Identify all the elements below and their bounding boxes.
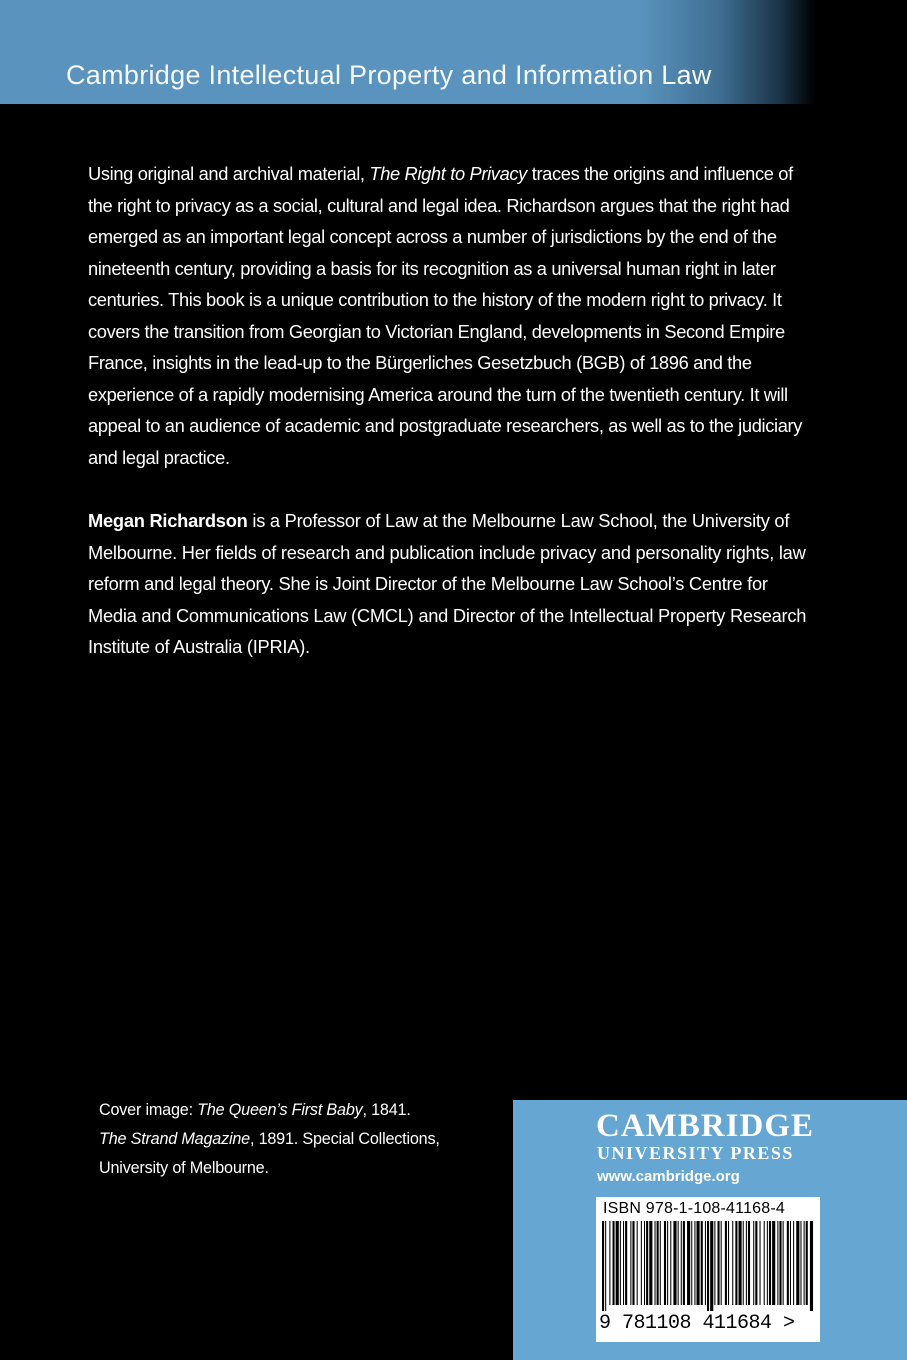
cover-credit <box>99 1096 499 1183</box>
author-name: Megan Richardson <box>88 510 248 531</box>
barcode-bar <box>694 1221 695 1305</box>
barcode-bar <box>705 1221 706 1305</box>
barcode-bar <box>667 1221 668 1305</box>
barcode-bar <box>732 1221 733 1305</box>
author-bio <box>88 505 808 663</box>
barcode-bar <box>790 1221 791 1305</box>
barcode-bar <box>710 1221 713 1311</box>
barcode-bar <box>755 1221 757 1305</box>
barcode-bar <box>760 1221 761 1305</box>
barcode-bar <box>800 1221 801 1305</box>
barcode-bar <box>714 1221 715 1305</box>
barcode-bar <box>793 1221 794 1305</box>
barcode-bar <box>804 1221 805 1305</box>
barcode-bar <box>630 1221 631 1305</box>
barcode-bar <box>746 1221 747 1305</box>
publisher-url: www.cambridge.org <box>597 1168 740 1185</box>
cover-credit-rest: , 1891. Special Collections, University of Melbourne. <box>99 1130 440 1177</box>
barcode-bar <box>697 1221 700 1305</box>
barcode-digits: 9 781108 411684 > <box>599 1312 795 1335</box>
barcode-bar <box>777 1221 778 1305</box>
barcode-bar <box>753 1221 754 1305</box>
isbn-label: ISBN 978-1-108-41168-4 <box>603 1200 785 1217</box>
cover-image-year: , 1841. <box>362 1101 411 1119</box>
barcode-bar <box>644 1221 645 1305</box>
barcode-bar <box>670 1221 671 1305</box>
publisher-subtitle: UNIVERSITY PRESS <box>597 1143 794 1163</box>
barcode-bar <box>735 1221 737 1305</box>
barcode-bar <box>657 1221 659 1305</box>
barcode-bar <box>660 1221 661 1305</box>
barcode-bar <box>616 1221 619 1305</box>
barcode-bar <box>725 1221 727 1305</box>
barcode-bar <box>641 1221 642 1305</box>
barcode-bar <box>721 1221 722 1305</box>
barcode-bar <box>605 1221 606 1311</box>
barcode-bar <box>632 1221 634 1305</box>
barcode-bar <box>609 1221 610 1305</box>
barcode-bar <box>646 1221 648 1305</box>
barcode-bar <box>748 1221 750 1305</box>
blurb-book-title: The Right to Privacy <box>369 163 527 184</box>
barcode-bar <box>678 1221 679 1305</box>
barcode-bar <box>602 1221 604 1311</box>
blurb-intro: Using original and archival material, <box>88 163 370 184</box>
barcode-bar <box>739 1221 742 1305</box>
barcode-bar <box>783 1221 784 1305</box>
barcode-bar <box>796 1221 799 1305</box>
author-bio-text: is a Professor of Law at the Melbourne Law School, the University of Melbourne. Her fields of research and publication include privacy and personality rights, law reform and legal theory. She is Joint Director of the Melbourne Law School’s Centre for Media and Communications Law (CMCL) and Director of the Intellectual Property Research Institute of Australia (IPRIA). <box>88 510 807 657</box>
barcode-bar <box>718 1221 720 1305</box>
barcode-bar <box>707 1221 709 1311</box>
cover-image-title: The Queen’s First Baby <box>197 1101 363 1119</box>
barcode-bar <box>767 1221 768 1305</box>
barcode-bar <box>743 1221 744 1305</box>
barcode-bar <box>625 1221 627 1305</box>
barcode-bar <box>687 1221 690 1305</box>
barcode-box <box>596 1197 820 1342</box>
barcode-bar <box>681 1221 682 1305</box>
barcode-bar <box>769 1221 771 1305</box>
barcode-bar <box>772 1221 775 1305</box>
barcode-bar <box>764 1221 765 1305</box>
barcode-bar <box>623 1221 624 1305</box>
barcode-bar <box>728 1221 729 1305</box>
barcode-bar <box>637 1221 638 1305</box>
barcode-bar <box>806 1221 808 1305</box>
barcode-bar <box>810 1221 813 1311</box>
barcode-bar <box>620 1221 621 1305</box>
series-title: Cambridge Intellectual Property and Information Law <box>66 60 712 90</box>
barcode-bars <box>602 1221 814 1311</box>
blurb-body: traces the origins and influence of the right to privacy as a social, cultural and legal idea. Richardson argues that the right had emerged as an important legal concept across a number of jurisdictions by the end of the nineteenth century, providing a basis for its recognition as a universal human right in later centuries. This book is a unique contribution to the history of the modern right to privacy. It covers the transition from Georgian to Victorian England, developments in Second Empire France, insights in the lead-up to the Bürgerliches Gesetzbuch (BGB) of 1896 and the experience of a rapidly modernising America around the turn of the twentieth century. It will appeal to an audience of academic and postgraduate researchers, as well as to the judiciary and legal practice. <box>88 163 803 468</box>
barcode-bar <box>664 1221 666 1305</box>
barcode-bar <box>683 1221 685 1305</box>
barcode-bar <box>691 1221 692 1305</box>
barcode-bar <box>655 1221 656 1305</box>
book-blurb <box>88 158 808 473</box>
cover-magazine: The Strand Magazine <box>99 1130 250 1148</box>
barcode-bar <box>613 1221 615 1305</box>
cover-credit-label: Cover image: <box>99 1101 198 1119</box>
series-band <box>0 0 907 104</box>
barcode-bar <box>779 1221 781 1305</box>
publisher-panel <box>513 1100 907 1360</box>
barcode-bar <box>787 1221 789 1305</box>
publisher-name: CAMBRIDGE <box>596 1108 815 1144</box>
barcode-bar <box>649 1221 652 1305</box>
barcode-bar <box>673 1221 676 1305</box>
barcode-bar <box>701 1221 703 1305</box>
